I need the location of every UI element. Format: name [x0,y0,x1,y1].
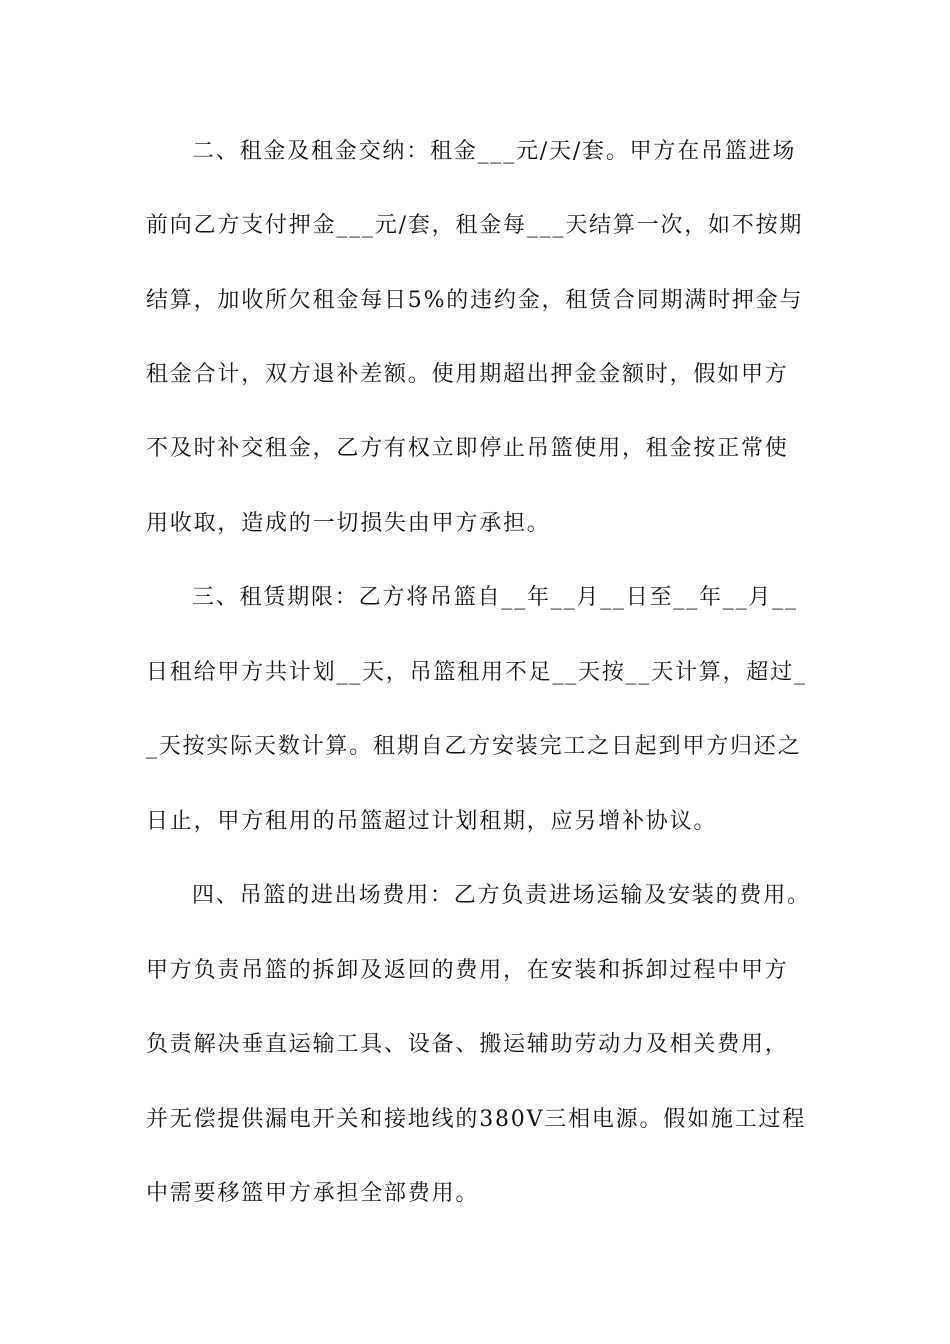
paragraph-rent-line-3: 结算，加收所欠租金每日5%的违约金，租赁合同期满时押金与 [146,288,804,313]
paragraph-term-line-3: _天按实际天数计算。租期自乙方安装完工之日起到甲方归还之 [146,734,802,759]
paragraph-term-line-1: 三、租赁期限：乙方将吊篮自__年__月__日至__年__月__ [192,585,798,610]
paragraph-fees-line-2: 甲方负责吊篮的拆卸及返回的费用，在安装和拆卸过程中甲方 [146,958,789,983]
paragraph-rent-line-1: 二、租金及租金交纳：租金___元/天/套。甲方在吊篮进场 [192,139,797,164]
paragraph-fees-line-4: 并无偿提供漏电开关和接地线的380V三相电源。假如施工过程 [146,1107,807,1132]
paragraph-term-line-4: 日止，甲方租用的吊篮超过计划租期，应另增补协议。 [146,809,718,834]
paragraph-fees-line-3: 负责解决垂直运输工具、设备、搬运辅助劳动力及相关费用， [146,1032,789,1057]
paragraph-rent-line-6: 用收取，造成的一切损失由甲方承担。 [146,511,551,536]
paragraph-fees-line-5: 中需要移篮甲方承担全部费用。 [146,1181,480,1206]
paragraph-rent-line-5: 不及时补交租金，乙方有权立即停止吊篮使用，租金按正常使 [146,436,789,461]
paragraph-term-line-2: 日租给甲方共计划__天，吊篮租用不足__天按__天计算，超过_ [146,660,807,685]
paragraph-fees-line-1: 四、吊篮的进出场费用：乙方负责进场运输及安装的费用。 [192,883,811,908]
paragraph-rent-line-2: 前向乙方支付押金___元/套，租金每___天结算一次，如不按期 [146,213,804,238]
paragraph-rent-line-4: 租金合计，双方退补差额。使用期超出押金金额时，假如甲方 [146,362,789,387]
